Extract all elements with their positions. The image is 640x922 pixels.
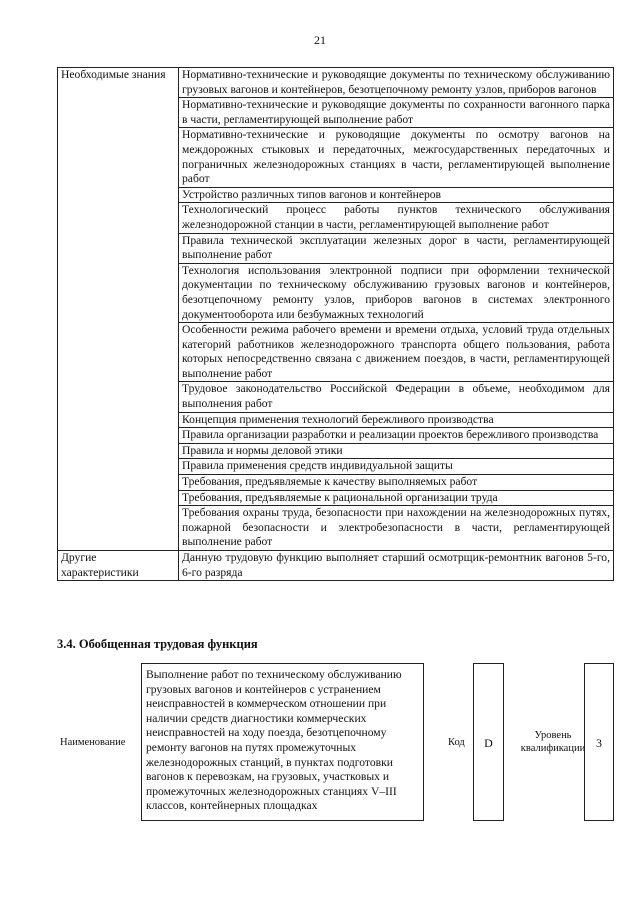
generalized-function-block bbox=[57, 663, 614, 823]
knowledge-item: Концепция применения технологий бережливого производства bbox=[179, 412, 614, 428]
knowledge-item: Технология использования электронной подписи при оформлении технической документации по техническому обслуживанию грузовых вагонов и контейнеров, безотцепочному ремонту узлов, приборов вагонов в системах электронного документооборота или безбумажных технологий bbox=[179, 263, 614, 322]
knowledge-item: Правила и нормы деловой этики bbox=[179, 443, 614, 459]
code-label: Код bbox=[448, 737, 465, 748]
knowledge-item: Нормативно-технические и руководящие документы по осмотру вагонов на междорожных стыковых и передаточных, межгосударственных передаточных и пограничных железнодорожных станциях в части, регламентирующей выполнение работ bbox=[179, 128, 614, 187]
other-characteristics-text: Данную трудовую функцию выполняет старший осмотрщик-ремонтник вагонов 5-го, 6-го разряда bbox=[179, 551, 614, 581]
knowledge-item: Требования, предъявляемые к рациональной организации труда bbox=[179, 490, 614, 506]
name-label: Наименование bbox=[60, 737, 126, 748]
knowledge-item: Правила применения средств индивидуальной защиты bbox=[179, 459, 614, 475]
function-name-box: Выполнение работ по техническому обслуживанию грузовых вагонов и контейнеров с устранением неисправностей в коммерческом отношении при наличии средств диагностики коммерческих неисправностей на ходу поезда, безотцепочному ремонту вагонов на путях промежуточных железнодорожных станций, в пунктах подготовки вагонов к перевозкам, на грузовых, участковых и промежуточных железнодорожных станциях V–III классов, контейнерных площадках bbox=[141, 663, 424, 821]
other-characteristics-label: Другие характеристики bbox=[58, 551, 179, 581]
knowledge-item: Требования, предъявляемые к качеству выполняемых работ bbox=[179, 475, 614, 491]
code-value-box: D bbox=[473, 663, 504, 821]
knowledge-item: Нормативно-технические и руководящие документы по техническому обслуживанию грузовых вагонов и контейнеров, безотцепочному ремонту узлов, приборов вагонов bbox=[179, 68, 614, 98]
knowledge-table bbox=[57, 67, 614, 581]
knowledge-item: Правила организации разработки и реализации проектов бережливого производства bbox=[179, 428, 614, 444]
qualification-level-label: Уровень квалификации bbox=[520, 730, 586, 754]
knowledge-row bbox=[58, 68, 614, 98]
page-number: 21 bbox=[314, 33, 326, 47]
qualification-level-box: 3 bbox=[584, 663, 614, 821]
knowledge-item: Технологический процесс работы пунктов технического обслуживания железнодорожной станции в части, регламентирующей выполнение работ bbox=[179, 203, 614, 233]
knowledge-item: Трудовое законодательство Российской Федерации в объеме, необходимом для выполнения работ bbox=[179, 382, 614, 412]
knowledge-label: Необходимые знания bbox=[58, 68, 179, 551]
knowledge-item: Правила технической эксплуатации железных дорог в части, регламентирующей выполнение работ bbox=[179, 233, 614, 263]
knowledge-item: Нормативно-технические и руководящие документы по сохранности вагонного парка в части, регламентирующей выполнение работ bbox=[179, 98, 614, 128]
knowledge-item: Устройство различных типов вагонов и контейнеров bbox=[179, 187, 614, 203]
knowledge-item: Требования охраны труда, безопасности при нахождении на железнодорожных путях, пожарной безопасности и электробезопасности в части, регламентирующей выполнение работ bbox=[179, 506, 614, 551]
section-title: 3.4. Обобщенная трудовая функция bbox=[57, 637, 258, 651]
knowledge-item: Особенности режима рабочего времени и времени отдыха, условий труда отдельных категорий работников железнодорожного транспорта общего пользования, работа которых непосредственно связана с движением поездов, в части, регламентирующей выполнение работ bbox=[179, 323, 614, 382]
other-characteristics-row bbox=[58, 551, 614, 581]
